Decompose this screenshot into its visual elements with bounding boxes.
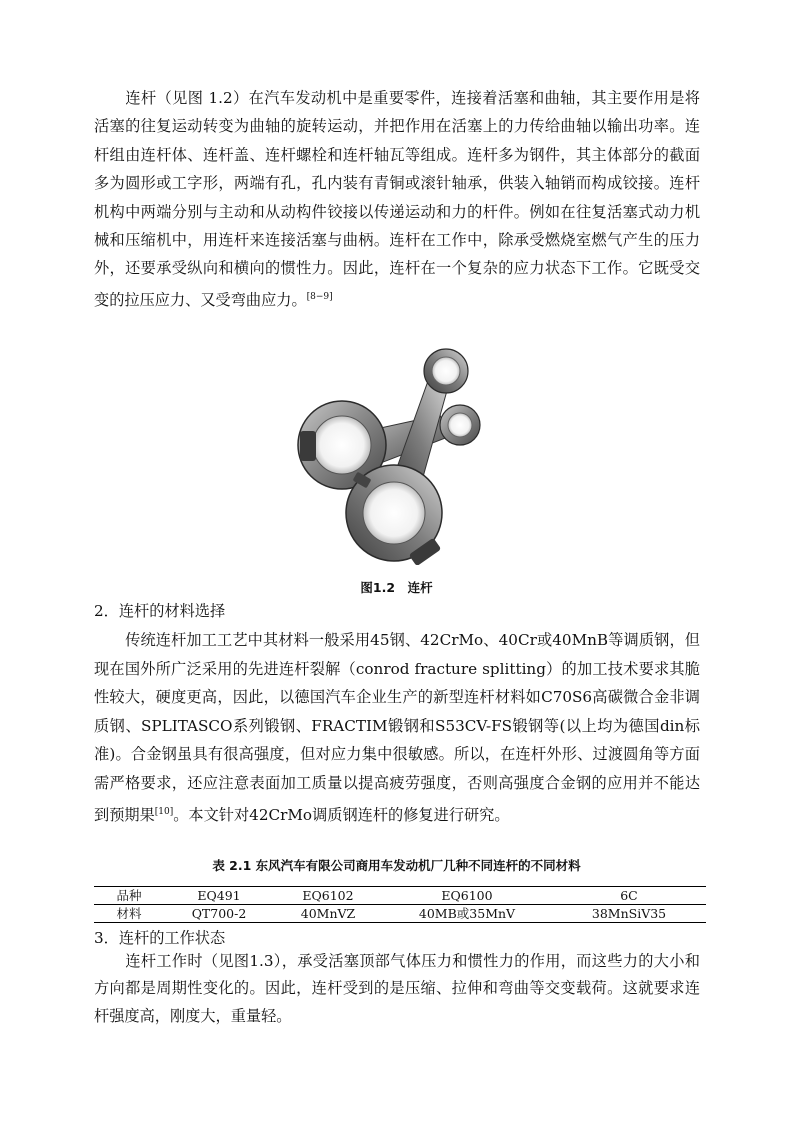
table-row [94,905,706,923]
table-cell: 品种 [94,887,164,905]
connecting-rod-photo-icon [290,345,514,565]
figure-caption: 图1.2 连杆 [360,580,433,595]
table-row [94,887,706,905]
section-heading-working-state: 3．连杆的工作状态 [94,929,226,947]
citation-ref: [10] [154,806,174,817]
connecting-rod-figure [290,345,514,565]
working-state-paragraph [94,948,700,1030]
table-cell: 材料 [94,905,164,923]
intro-paragraph [94,84,700,314]
table-caption: 表 2.1 东风汽车有限公司商用车发动机厂几种不同连杆的不同材料 [212,858,581,873]
working-state-paragraph-text: 连杆工作时（见图1.3），承受活塞顶部气体压力和惯性力的作用，而这些力的大小和方向都是周期性变化的。因此，连杆受到的是压缩、拉伸和弯曲等交变载荷。这就要求连杆强度高，刚度大，重量轻。 [94,952,700,1025]
table-cell: EQ491 [164,887,274,905]
material-paragraph-tail: 。本文针对42CrMo调质钢连杆的修复进行研究。 [173,805,510,824]
table-cell: 6C [552,887,706,905]
table-cell: 38MnSiV35 [552,905,706,923]
section-heading-material: 2．连杆的材料选择 [94,602,226,620]
table-cell: 40MB或35MnV [382,905,552,923]
table-cell: EQ6102 [274,887,382,905]
materials-table [94,886,706,923]
intro-paragraph-text: 连杆（见图 1.2）在汽车发动机中是重要零件，连接着活塞和曲轴，其主要作用是将活塞的往复运动转变为曲轴的旋转运动，并把作用在活塞上的力传给曲轴以输出功率。连杆组由连杆体、连杆盖、连杆螺栓和连杆轴瓦等组成。连杆多为钢件，其主体部分的截面多为圆形或工字形，两端有孔，孔内装有青铜或滚针轴承，供装入轴销而构成铰接。连杆机构中两端分别与主动和从动构件铰接以传递运动和力的杆件。例如在往复活塞式动力机械和压缩机中，用连杆来连接活塞与曲柄。连杆在工作中，除承受燃烧室燃气产生的压力外，还要承受纵向和横向的惯性力。因此，连杆在一个复杂的应力状态下工作。它既受交变的拉压应力、又受弯曲应力。 [94,89,700,309]
table-cell: 40MnVZ [274,905,382,923]
table-cell: EQ6100 [382,887,552,905]
citation-ref: [8−9] [306,291,333,302]
table-cell: QT700-2 [164,905,274,923]
material-paragraph-text: 传统连杆加工工艺中其材料一般采用45钢、42CrMo、40Cr或40MnB等调质钢，但现在国外所广泛采用的先进连杆裂解（conrod fracture splitting）的加工技术要求其脆性较大，硬度更高，因此，以德国汽车企业生产的新型连杆材料如C70S6高碳微合金非调质钢、SPLITASCO系列锻钢、FRACTIM锻钢和S53CV-FS锻钢等(以上均为德国din标准)。合金钢虽具有很高强度，但对应力集中很敏感。所以，在连杆外形、过渡圆角等方面需严格要求，还应注意表面加工质量以提高疲劳强度，否则高强度合金钢的应用并不能达到预期果 [94,631,700,824]
material-paragraph [94,626,700,829]
